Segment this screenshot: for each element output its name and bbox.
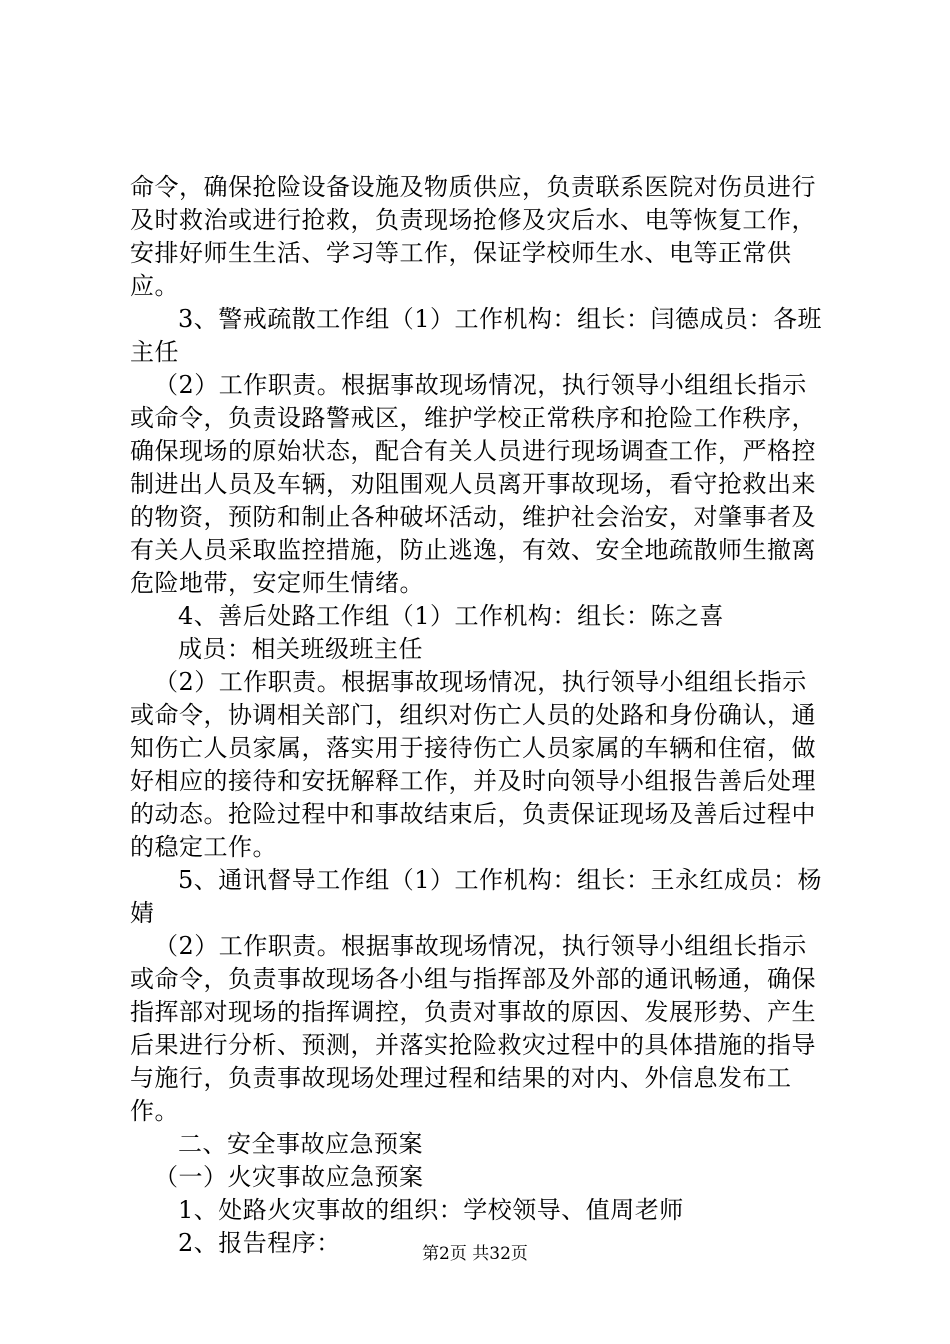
paragraph: 成员：相关班级班主任 <box>178 635 423 663</box>
paragraph: 2、报告程序： <box>178 1229 341 1257</box>
paragraph: 4、善后处路工作组（1）工作机构：组长：陈之喜 <box>178 602 725 630</box>
subsection-heading: （一）火灾事故应急预案 <box>154 1163 424 1191</box>
paragraph: 3、警戒疏散工作组（1）工作机构：组长：闫德成员：各班主任 <box>130 305 823 366</box>
paragraph: 命令，确保抢险设备设施及物质供应，负责联系医院对伤员进行及时救治或进行抢救，负责现场抢修及灾后水、电等恢复工作，安排好师生生活、学习等工作，保证学校师生水、电等正常供应。 <box>130 173 816 300</box>
paragraph: 5、通讯督导工作组（1）工作机构：组长：王永红成员：杨婧 <box>130 866 823 927</box>
page-number-footer: 第2页 共32页 <box>422 1244 528 1264</box>
paragraph: 1、处路火灾事故的组织：学校领导、值周老师 <box>178 1196 684 1224</box>
paragraph: （2）工作职责。根据事故现场情况，执行领导小组组长指示或命令，协调相关部门，组织对伤亡人员的处路和身份确认，通知伤亡人员家属，落实用于接待伤亡人员家属的车辆和住宿，做好相应的接待和安抚解释工作，并及时向领导小组报告善后处理的动态。抢险过程中和事故结束后，负责保证现场及善后过程中的稳定工作。 <box>130 668 816 861</box>
document-body <box>130 171 830 1260</box>
paragraph: （2）工作职责。根据事故现场情况，执行领导小组组长指示或命令，负责设路警戒区，维护学校正常秩序和抢险工作秩序，确保现场的原始状态，配合有关人员进行现场调查工作，严格控制进出人员及车辆，劝阻围观人员离开事故现场，看守抢救出来的物资，预防和制止各种破坏活动，维护社会治安，对肇事者及有关人员采取监控措施，防止逃逸，有效、安全地疏散师生撤离危险地带，安定师生情绪。 <box>130 371 816 597</box>
paragraph: （2）工作职责。根据事故现场情况，执行领导小组组长指示或命令，负责事故现场各小组与指挥部及外部的通讯畅通，确保指挥部对现场的指挥调控，负责对事故的原因、发展形势、产生后果进行分析、预测，并落实抢险救灾过程中的具体措施的指导与施行，负责事故现场处理过程和结果的对内、外信息发布工作。 <box>130 932 816 1125</box>
section-heading: 二、安全事故应急预案 <box>178 1130 423 1158</box>
